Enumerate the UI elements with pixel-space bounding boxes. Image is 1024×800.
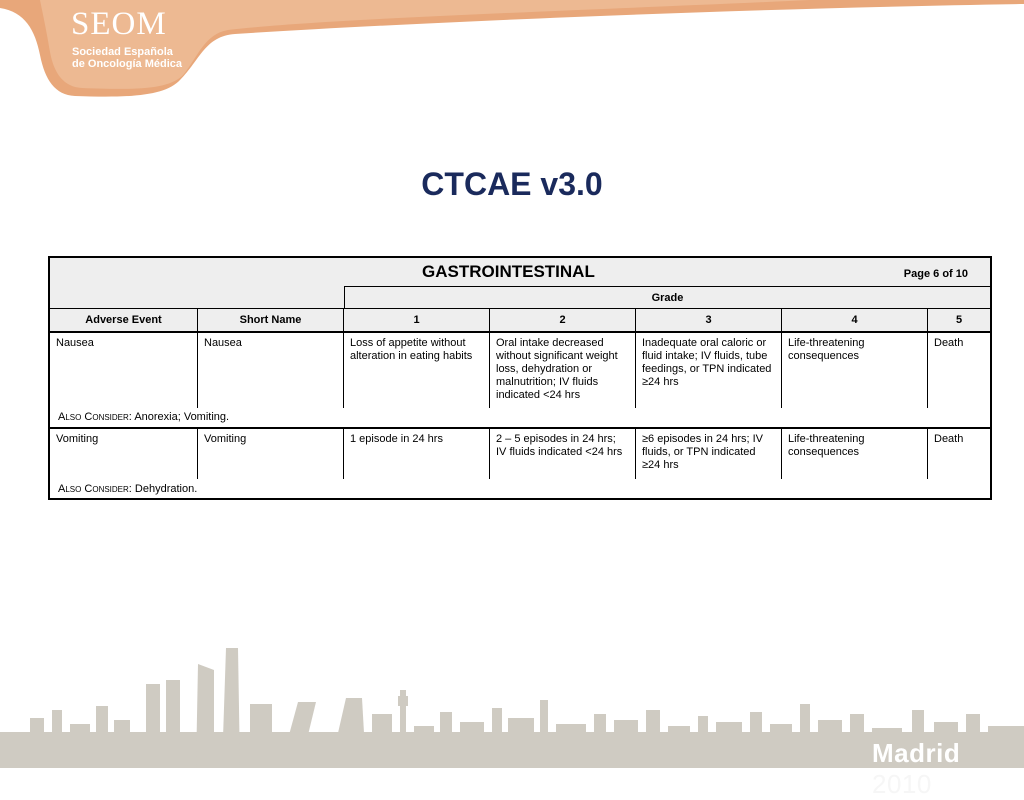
cell-grade-4: Life-threatening consequences (781, 333, 927, 408)
col-grade-4: 4 (781, 309, 927, 331)
cell-grade-5: Death (927, 429, 990, 479)
also-consider-label: Also Consider: (58, 411, 132, 423)
also-consider-label: Also Consider: (58, 483, 132, 495)
section-title: GASTROINTESTINAL (422, 262, 595, 281)
footer-city-wordmark (872, 738, 1024, 800)
madrid-skyline-illustration (0, 640, 1024, 768)
brand-logo-title: SEOM (71, 6, 167, 42)
cell-grade-2: Oral intake decreased without significant weight loss, dehydration or malnutrition; IV fluids indicated <24 hrs (489, 333, 635, 408)
cell-grade-1: Loss of appetite without alteration in eating habits (343, 333, 489, 408)
also-consider-note (58, 483, 197, 495)
col-short-name: Short Name (197, 309, 343, 331)
cell-grade-1: 1 episode in 24 hrs (343, 429, 489, 479)
page-title: CTCAE v3.0 (421, 166, 603, 202)
brand-logo-subtitle (72, 46, 182, 70)
column-headers (50, 309, 990, 333)
brand-subtitle-line2: de Oncología Médica (72, 58, 183, 70)
col-grade-3: 3 (635, 309, 781, 331)
col-grade-1: 1 (343, 309, 489, 331)
col-adverse-event: Adverse Event (85, 314, 162, 326)
brand-subtitle-line1: Sociedad Española (72, 46, 173, 58)
cell-grade-4: Life-threatening consequences (781, 429, 927, 479)
ctcae-table (48, 256, 992, 500)
cell-short-name: Vomiting (197, 429, 343, 479)
table-row-nausea (50, 333, 990, 427)
grade-header: Grade (344, 286, 990, 308)
cell-grade-5: Death (927, 333, 990, 408)
cell-event: Vomiting (56, 433, 99, 445)
cell-grade-3: ≥6 episodes in 24 hrs; IV fluids, or TPN indicated ≥24 hrs (635, 429, 781, 479)
footer-city: Madrid (872, 738, 961, 768)
table-header (50, 258, 990, 309)
col-grade-2: 2 (489, 309, 635, 331)
cell-grade-3: Inadequate oral caloric or fluid intake; IV fluids, tube feedings, or TPN indicated ≥24 hrs (635, 333, 781, 408)
also-consider-note (58, 411, 229, 423)
cell-short-name: Nausea (197, 333, 343, 408)
also-consider-text: Dehydration. (134, 483, 198, 495)
cell-grade-2: 2 – 5 episodes in 24 hrs; IV fluids indicated <24 hrs (489, 429, 635, 479)
cell-event: Nausea (56, 337, 94, 349)
table-row-vomiting (50, 429, 990, 498)
also-consider-text: Anorexia; Vomiting. (134, 411, 230, 423)
page-indicator: Page 6 of 10 (903, 268, 968, 280)
footer-year: 2010 (872, 769, 932, 799)
brand-header (0, 0, 1024, 110)
col-grade-5: 5 (927, 309, 990, 331)
